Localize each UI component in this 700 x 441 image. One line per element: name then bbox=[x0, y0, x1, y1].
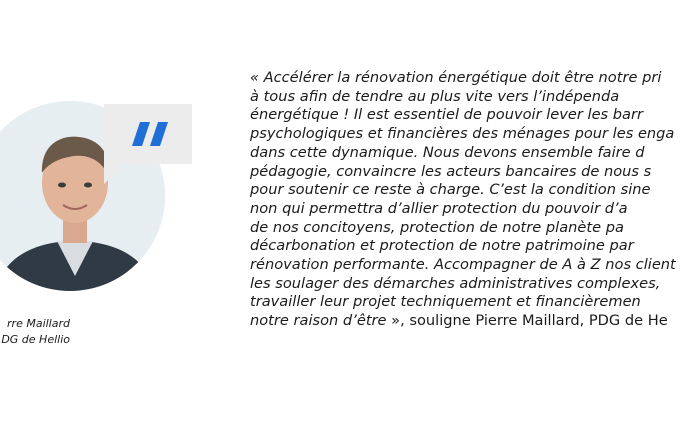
caption-title: DG de Hellio bbox=[1, 333, 70, 346]
quote-line-italic: non qui permettra d’allier protection du pouvoir d’a bbox=[250, 199, 628, 217]
quote-line bbox=[250, 181, 700, 200]
quote-line bbox=[250, 275, 700, 294]
quote-line-italic: les soulager des démarches administratives complexes, bbox=[250, 274, 661, 292]
quote-line bbox=[250, 125, 700, 144]
quote-line-italic: pédagogie, convaincre les acteurs bancaires de nous s bbox=[250, 162, 652, 180]
quote-line bbox=[250, 88, 700, 107]
quote-line bbox=[250, 163, 700, 182]
quote-line bbox=[250, 200, 700, 219]
quote-line bbox=[250, 312, 700, 331]
quote-line bbox=[250, 144, 700, 163]
quote-line bbox=[250, 69, 700, 88]
quote-line-italic: rénovation performante. Accompagner de A à Z nos client bbox=[250, 256, 676, 274]
quote-line-italic: à tous afin de tendre au plus vite vers l’indépenda bbox=[250, 87, 620, 105]
quote-line-italic: décarbonation et protection de notre patrimoine par bbox=[250, 237, 634, 255]
quote-line bbox=[250, 106, 700, 125]
quote-line-italic: travailler leur projet techniquement et financièremen bbox=[250, 293, 641, 311]
quote-line-italic: pour soutenir ce reste à charge. C’est la condition sine bbox=[250, 181, 651, 199]
quote-line bbox=[250, 293, 700, 312]
quote-line-italic: notre raison d’être bbox=[250, 312, 387, 330]
double-quote-icon bbox=[128, 104, 188, 164]
quote-line-italic: « Accélérer la rénovation énergétique doit être notre pri bbox=[250, 69, 662, 86]
photo-caption bbox=[0, 316, 70, 348]
quote-text bbox=[250, 69, 700, 331]
quote-line-italic: de nos concitoyens, protection de notre planète pa bbox=[250, 218, 624, 236]
quote-line-italic: psychologiques et financières des ménages pour les enga bbox=[250, 125, 675, 143]
quote-line bbox=[250, 237, 700, 256]
caption-name: rre Maillard bbox=[7, 317, 70, 330]
quote-line-italic: énergétique ! Il est essentiel de pouvoir lever les barr bbox=[250, 106, 643, 124]
quote-line bbox=[250, 219, 700, 238]
quote-line bbox=[250, 256, 700, 275]
quote-line-italic: dans cette dynamique. Nous devons ensemble faire d bbox=[250, 143, 645, 161]
quote-badge-tail bbox=[104, 164, 124, 184]
quote-line-normal: », souligne Pierre Maillard, PDG de He bbox=[386, 312, 668, 330]
